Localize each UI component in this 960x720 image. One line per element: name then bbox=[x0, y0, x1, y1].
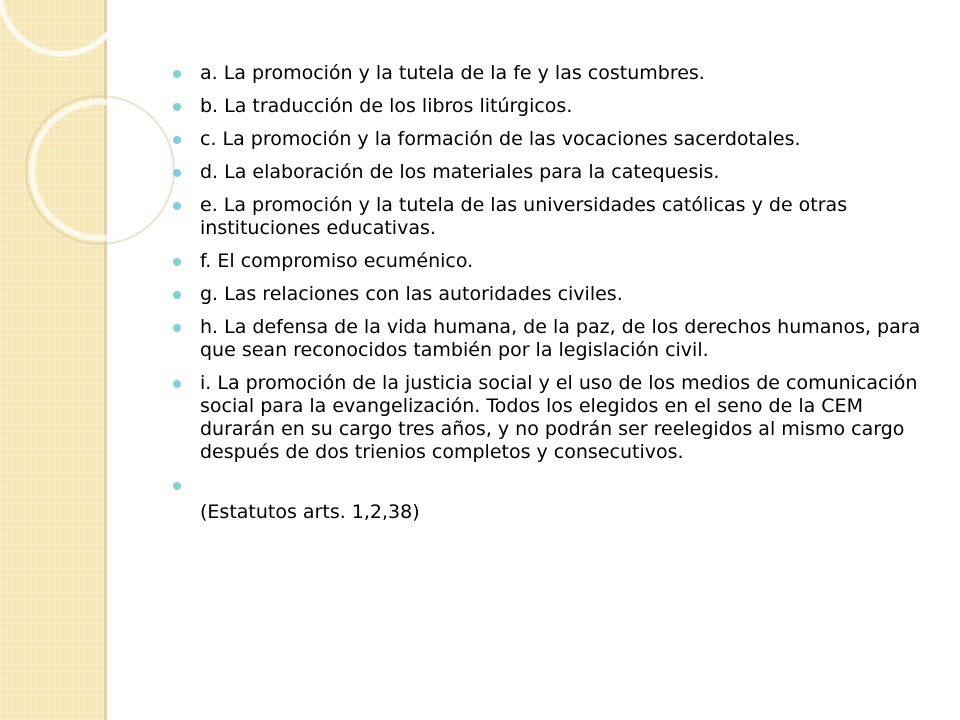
bullet-icon bbox=[173, 202, 181, 210]
bullet-icon bbox=[173, 482, 181, 490]
decorative-rings-icon bbox=[0, 0, 140, 320]
bullet-icon bbox=[173, 70, 181, 78]
bullet-icon bbox=[173, 258, 181, 266]
bullet-icon bbox=[173, 136, 181, 144]
list-item-text: i. La promoción de la justicia social y el uso de los medios de comunicación social para la evangelización. Todos los elegidos en el seno de la CEM durarán en su cargo tres años, y no podrán ser reelegidos al mismo cargo después de dos trienios completos y consecutivos. bbox=[200, 372, 918, 463]
list-item bbox=[170, 128, 940, 151]
list-item bbox=[170, 250, 940, 273]
citation: (Estatutos arts. 1,2,38) bbox=[200, 501, 420, 523]
bullet-icon bbox=[173, 291, 181, 299]
slide-content bbox=[170, 62, 940, 524]
list-item bbox=[170, 283, 940, 306]
list-item-text: e. La promoción y la tutela de las universidades católicas y de otras instituciones educativas. bbox=[200, 194, 848, 239]
list-item-text: d. La elaboración de los materiales para la catequesis. bbox=[200, 161, 720, 183]
list-item bbox=[170, 316, 940, 362]
empty-list-item bbox=[170, 474, 940, 497]
bullet-icon bbox=[173, 103, 181, 111]
list-item bbox=[170, 95, 940, 118]
list-item bbox=[170, 372, 940, 464]
bullet-icon bbox=[173, 324, 181, 332]
list-item-text: a. La promoción y la tutela de la fe y las costumbres. bbox=[200, 62, 705, 84]
list-item-text: g. Las relaciones con las autoridades civiles. bbox=[200, 283, 623, 305]
list-item-text: f. El compromiso ecuménico. bbox=[200, 250, 474, 272]
list-item bbox=[170, 194, 940, 240]
bullet-icon bbox=[173, 380, 181, 388]
list-item-text: b. La traducción de los libros litúrgicos. bbox=[200, 95, 573, 117]
list-item-text: c. La promoción y la formación de las vocaciones sacerdotales. bbox=[200, 128, 801, 150]
list-item bbox=[170, 161, 940, 184]
bullet-list bbox=[170, 62, 940, 497]
list-item-text: h. La defensa de la vida humana, de la paz, de los derechos humanos, para que sean reconocidos también por la legislación civil. bbox=[200, 316, 921, 361]
bullet-icon bbox=[173, 169, 181, 177]
list-item bbox=[170, 62, 940, 85]
